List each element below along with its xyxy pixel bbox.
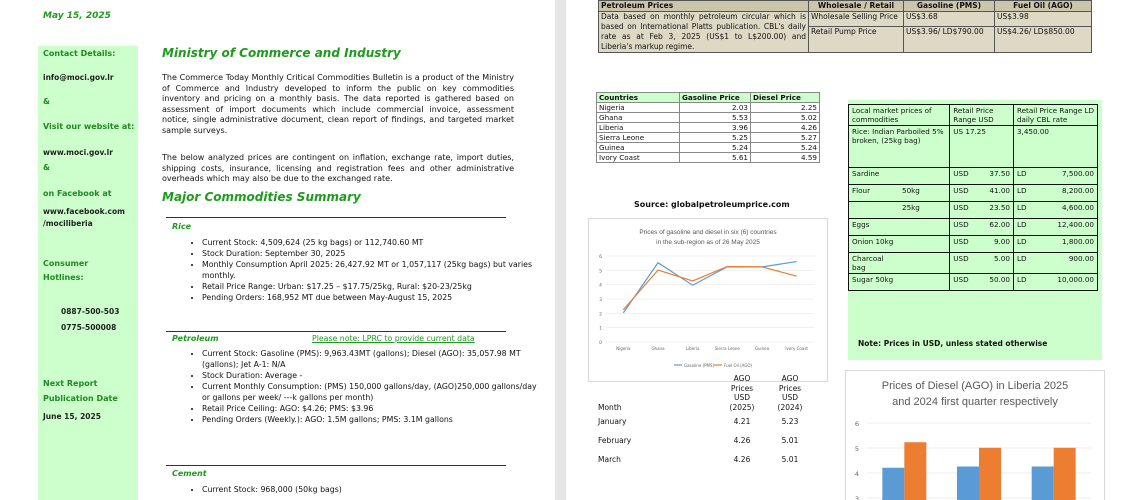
x-tick-label: Ivory Coast (785, 346, 808, 351)
table-header: Retail Price Range LD daily CBL rate (1013, 105, 1097, 126)
list-item: • Pending Orders (Weekly.): AGO: 1.5M gallons; PMS: 3.1M gallons (202, 414, 546, 425)
bar-2025-january (882, 468, 904, 500)
petroleum-prices-table (598, 0, 1092, 53)
x-tick-label: Guinea (754, 346, 770, 351)
table-cell: 12,400.00 (1034, 219, 1098, 236)
table-header: Countries (597, 93, 680, 103)
table-cell: 5.24 (680, 143, 751, 153)
intro-paragraph-2: The below analyzed prices are contingent on inflation, exchange rate, import duties, shipping costs, insurance, licensing and registration fees and other administrative overheads which may also be due to the exchanged rate. (162, 153, 514, 184)
intro-paragraph-1: The Commerce Today Monthly Critical Commodities Bulletin is a product of the Ministry of Commerce and Industry developed to inform the public on key commodities inventory and pricing on a monthly basis. The data reported is gathered based on assessment of import documents which include commercial invoice, assessment notice, single administrative document, clean report of findings, and targeted market sample surveys. (162, 73, 514, 135)
table-cell: Nigeria (597, 103, 680, 113)
y-tick-label: 3 (854, 495, 859, 500)
table-cell: March (598, 454, 621, 464)
table-row (849, 202, 1098, 219)
table-row (597, 103, 820, 113)
left-page (0, 0, 555, 500)
x-tick-label: Liberia (685, 346, 700, 351)
table-cell: USD (950, 253, 977, 274)
petroleum-list (162, 348, 546, 425)
y-tick-label: 0 (599, 341, 602, 346)
divider (166, 217, 506, 218)
table-cell (899, 219, 950, 236)
table-cell: 5.25 (680, 133, 751, 143)
table-cell (899, 253, 950, 274)
table-row (849, 185, 1098, 202)
bar-2024-february (979, 448, 1001, 500)
chart-title-line: and 2024 first quarter respectively (892, 396, 1058, 408)
table-cell: LD (1013, 219, 1034, 236)
table-cell: Data based on monthly petroleum circular which is based on International Platts publication. CBL's daily rate as at Feb 3, 2025 (US$1 to L$200.00) and Liberia's markup regime. (599, 12, 809, 53)
table-cell: February (598, 435, 632, 445)
y-tick-label: 3 (599, 298, 602, 303)
legend-label: Gasoline (PMS) (684, 363, 715, 368)
table-cell: 4.26 (751, 123, 820, 133)
rice-list (162, 237, 546, 303)
table-header: AGO Prices USD (2025) (729, 374, 755, 412)
table-cell: 4.26 (733, 454, 751, 464)
ago-rows (594, 412, 814, 469)
table-cell: 9.00 (976, 236, 1013, 253)
list-item: • Current Stock: Gasoline (PMS): 9,963.43MT (gallons); Diesel (AGO): 35,057.98 MT (gallons); Jet A-1: N/A (202, 348, 546, 370)
table-header: Diesel Price (751, 93, 820, 103)
table-cell: 25kg (899, 202, 950, 219)
table-row (849, 274, 1098, 291)
table-row (594, 431, 814, 450)
table-row (849, 219, 1098, 236)
divider (166, 465, 506, 466)
table-row (597, 113, 820, 123)
country-prices-table (596, 92, 820, 163)
table-cell: USD (950, 185, 977, 202)
bar-2025-february (957, 467, 979, 500)
bar-2024-january (904, 442, 926, 500)
amp-1: & (43, 97, 50, 106)
table-cell: Rice: Indian Parboiled 5% broken, (25kg bag) (849, 126, 950, 168)
table-row (597, 133, 820, 143)
table-header: Retail Price Range USD (950, 105, 1014, 126)
table-cell: Sugar 50kg (849, 274, 900, 291)
table-cell: 50kg (899, 185, 950, 202)
table-row (849, 253, 1098, 274)
y-tick-label: 1 (599, 326, 602, 332)
table-cell: Flour (849, 185, 900, 202)
table-header: Gasoline (PMS) (904, 1, 995, 12)
table-cell: Sierra Leone (597, 133, 680, 143)
table-cell: 5.53 (680, 113, 751, 123)
table-cell: 2.25 (751, 103, 820, 113)
table-cell: US$3.96/ LD$790.00 (904, 27, 995, 53)
table-cell: 3.96 (680, 123, 751, 133)
table-row (849, 236, 1098, 253)
table-row (597, 143, 820, 153)
list-item: • Monthly Consumption April 2025: 26,427.92 MT or 1,057,117 (25kg bags) but varies monthly. (202, 259, 546, 281)
table-cell: LD (1013, 253, 1034, 274)
chart-title-line: Prices of Diesel (AGO) in Liberia 2025 (881, 380, 1069, 392)
y-tick-label: 4 (854, 470, 859, 478)
table-cell: 37.50 (976, 168, 1013, 185)
facebook-link[interactable]: www.facebook.com /mociliberia (43, 207, 125, 228)
table-cell: 50.00 (976, 274, 1013, 291)
table-header: AGO Prices USD (2024) (777, 374, 803, 412)
hotline-phone-1[interactable]: 0887-500-503 (61, 307, 120, 316)
list-item: • Stock Duration: September 30, 2025 (202, 248, 546, 259)
list-item: • Stock Duration: Average - (202, 370, 546, 381)
website-link[interactable]: www.moci.gov.lr (43, 148, 113, 157)
table-cell: USD (950, 202, 977, 219)
table-cell: 10,000.00 (1034, 274, 1098, 291)
table-cell: 4.59 (751, 153, 820, 163)
table-cell: Liberia (597, 123, 680, 133)
table-header: Wholesale / Retail (809, 1, 904, 12)
y-tick-label: 5 (854, 445, 859, 453)
y-tick-label: 6 (599, 255, 602, 260)
bar-2025-march (1032, 467, 1054, 500)
table-cell: US$3.98 (995, 12, 1092, 27)
market-rows (849, 168, 1098, 291)
rice-heading: Rice (172, 222, 192, 231)
table-cell: LD (1013, 274, 1034, 291)
table-cell: Eggs (849, 219, 900, 236)
y-tick-label: 5 (599, 269, 602, 275)
table-cell: US$3.68 (904, 12, 995, 27)
table-cell: Ivory Coast (597, 153, 680, 163)
table-cell: 5.02 (751, 113, 820, 123)
table-cell: USD (950, 274, 977, 291)
table-cell: US$4.26/ LD$850.00 (995, 27, 1092, 53)
table-cell: 5.27 (751, 133, 820, 143)
table-cell: 4,600.00 (1034, 202, 1098, 219)
table-cell (899, 236, 950, 253)
table-cell: LD (1013, 236, 1034, 253)
table-header: Fuel Oil (AGO) (995, 1, 1092, 12)
table-cell: LD (1013, 185, 1034, 202)
market-note: Note: Prices in USD, unless stated otherwise (858, 339, 1048, 348)
table-header: Local market prices of commodities (849, 105, 950, 126)
table-row (594, 450, 814, 469)
hotline-phone-2[interactable]: 0775-500008 (61, 323, 117, 332)
country-rows (597, 103, 820, 163)
table-cell: 62.00 (976, 219, 1013, 236)
cement-list (162, 484, 546, 495)
list-item: • Retail Price Range: Urban: $17.25 – $17.75/25kg, Rural: $20-23/25kg (202, 281, 546, 292)
table-cell: 8,200.00 (1034, 185, 1098, 202)
table-cell: 5.01 (781, 435, 799, 445)
ministry-title: Ministry of Commerce and Industry (162, 46, 401, 60)
cement-heading: Cement (172, 469, 207, 478)
table-cell: USD (950, 236, 977, 253)
market-prices-table (848, 104, 1098, 291)
list-item: • Current Stock: 968,000 (50kg bags) (202, 484, 546, 495)
table-cell: 5.00 (976, 253, 1013, 274)
petroleum-note: Please note: LPRC to provide current data (312, 334, 475, 343)
table-cell (849, 202, 900, 219)
table-cell: 7,500.00 (1034, 168, 1098, 185)
table-cell: 5.61 (680, 153, 751, 163)
table-cell: Guinea (597, 143, 680, 153)
table-cell: US 17.25 (950, 126, 1014, 168)
table-cell: LD (1013, 168, 1034, 185)
table-cell: 2.03 (680, 103, 751, 113)
bulletin-date: May 15, 2025 (43, 11, 111, 21)
table-cell: January (598, 416, 627, 426)
x-tick-label: Nigeria (616, 346, 631, 351)
y-tick-label: 2 (599, 312, 602, 318)
amp-2: & (43, 163, 50, 172)
table-header: Petroleum Prices (599, 1, 809, 12)
list-item: • Current Monthly Consumption: (PMS) 150,000 gallons/day, (AGO)250,000 gallons/day or gallons per week/ ---k gallons per month) (202, 381, 546, 403)
table-cell: 41.00 (976, 185, 1013, 202)
table-cell: 5.24 (751, 143, 820, 153)
chart-title-line: in the sub-region as of 26 May 2025 (656, 239, 760, 246)
x-tick-label: Ghana (651, 346, 665, 351)
list-item: • Retail Price Ceiling: AGO: $4.26; PMS: $3.96 (202, 403, 546, 414)
table-row (597, 123, 820, 133)
contact-title: Contact Details: (43, 49, 116, 58)
list-item: • Pending Orders: 168,952 MT due between May-August 15, 2025 (202, 292, 546, 303)
table-cell: 23.50 (976, 202, 1013, 219)
table-cell: Ghana (597, 113, 680, 123)
table-cell: 900.00 (1034, 253, 1098, 274)
table-cell: Wholesale Selling Price (809, 12, 904, 27)
ago-prices-table (594, 374, 814, 469)
summary-title: Major Commodities Summary (162, 190, 361, 204)
next-report-date: June 15, 2025 (43, 412, 101, 421)
y-tick-label: 4 (599, 283, 602, 289)
table-cell (899, 274, 950, 291)
right-page (566, 0, 1145, 500)
table-cell: 4.21 (733, 416, 751, 426)
table-cell: 5.01 (781, 454, 799, 464)
petroleum-heading: Petroleum (172, 334, 219, 343)
line-chart (588, 218, 828, 382)
table-row (597, 153, 820, 163)
table-cell: 5.23 (781, 416, 799, 426)
x-tick-label: Sierra Leone (714, 346, 740, 351)
table-cell: LD (1013, 202, 1034, 219)
bar-chart (845, 370, 1105, 500)
table-header: Gasoline Price (680, 93, 751, 103)
table-cell: Sardine (849, 168, 900, 185)
legend-label: Fuel Oil (AGO) (724, 363, 753, 368)
website-label: Visit our website at: (43, 122, 135, 131)
table-cell: 1,800.00 (1034, 236, 1098, 253)
table-cell: Retail Pump Price (809, 27, 904, 53)
table-cell (899, 168, 950, 185)
table-cell: USD (950, 168, 977, 185)
contact-email[interactable]: info@moci.gov.lr (43, 73, 114, 82)
table-cell: Onion 10kg (849, 236, 900, 253)
table-row (594, 412, 814, 431)
facebook-label: on Facebook at (43, 189, 112, 198)
table-cell: 3,450.00 (1013, 126, 1097, 168)
table-row (849, 168, 1098, 185)
next-report-title: Next Report Publication Date (43, 379, 118, 403)
table-header: Month (598, 402, 622, 412)
list-item: • Current Stock: 4,509,624 (25 kg bags) or 112,740.60 MT (202, 237, 546, 248)
table-cell: Charcoal bag (849, 253, 900, 274)
y-tick-label: 6 (854, 420, 859, 428)
chart-title-line: Prices of gasoline and diesel in six (6) countries (639, 229, 777, 236)
hotline-title: Consumer Hotlines: (43, 259, 89, 282)
country-source: Source: globalpetroleumprice.com (634, 200, 790, 209)
table-cell: USD (950, 219, 977, 236)
divider (166, 331, 506, 332)
bar-2024-march (1054, 448, 1076, 500)
table-cell: 4.26 (733, 435, 751, 445)
